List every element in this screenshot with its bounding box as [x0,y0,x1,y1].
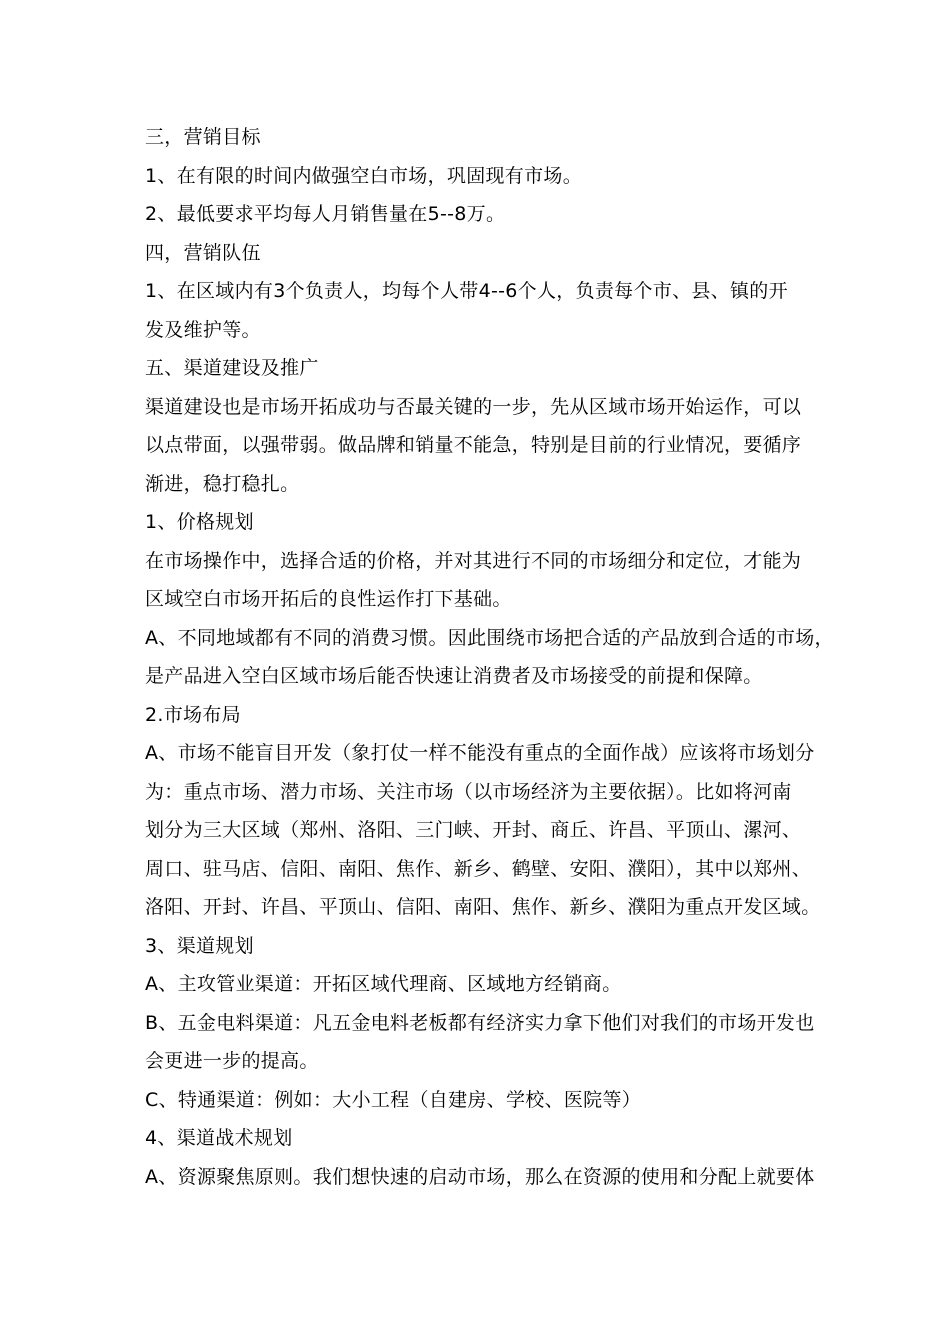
paragraph-line: A、不同地域都有不同的消费习惯。因此围绕市场把合适的产品放到合适的市场， [145,626,834,649]
paragraph-line: 是产品进入空白区域市场后能否快速让消费者及市场接受的前提和保障。 [145,665,763,687]
paragraph-line: 为：重点市场、潜力市场、关注市场（以市场经济为主要依据）。比如将河南 [145,780,792,803]
paragraph-line: 发及维护等。 [145,318,261,341]
paragraph-line: 2、最低要求平均每人月销售量在5--8万。 [145,203,506,225]
subheading-market-layout: 2.市场布局 [145,703,241,726]
paragraph-line: A、主攻管业渠道：开拓区域代理商、区域地方经销商。 [145,973,622,995]
paragraph-line: 1、在有限的时间内做强空白市场，巩固现有市场。 [145,164,582,187]
section-heading-marketing-goals: 三，营销目标 [145,126,261,148]
paragraph-line: 区域空白市场开拓后的良性运作打下基础。 [145,588,512,610]
paragraph-line: 会更进一步的提高。 [145,1050,319,1072]
section-heading-marketing-team: 四，营销队伍 [145,241,261,264]
subheading-price-planning: 1、价格规划 [145,511,254,533]
paragraph-line: 洛阳、开封、许昌、平顶山、信阳、南阳、焦作、新乡、濮阳为重点开发区域。 [145,896,821,918]
paragraph-line: A、市场不能盲目开发（象打仗一样不能没有重点的全面作战）应该将市场划分 [145,742,815,764]
paragraph-line: 渐进，稳打稳扎。 [145,472,300,495]
paragraph-line: B、五金电料渠道：凡五金电料老板都有经济实力拿下他们对我们的市场开发也 [145,1011,815,1034]
paragraph-line: 在市场操作中，选择合适的价格，并对其进行不同的市场细分和定位，才能为 [145,549,802,572]
subheading-channel-planning: 3、渠道规划 [145,934,254,957]
paragraph-line: 划分为三大区域（郑州、洛阳、三门峡、开封、商丘、许昌、平顶山、漯河、 [145,819,802,841]
paragraph-line: 以点带面，以强带弱。做品牌和销量不能急，特别是目前的行业情况，要循序 [145,434,802,456]
subheading-channel-tactics: 4、渠道战术规划 [145,1127,293,1149]
paragraph-line: 1、在区域内有3个负责人，均每个人带4--6个人，负责每个市、县、镇的开 [145,280,788,302]
document-body [145,118,834,1196]
paragraph-line: 渠道建设也是市场开拓成功与否最关键的一步，先从区域市场开始运作，可以 [145,395,802,418]
paragraph-line: C、特通渠道：例如：大小工程（自建房、学校、医院等） [145,1088,642,1111]
paragraph-line: A、资源聚焦原则。我们想快速的启动市场，那么在资源的使用和分配上就要体 [145,1165,815,1188]
paragraph-line: 周口、驻马店、信阳、南阳、焦作、新乡、鹤壁、安阳、濮阳），其中以郑州、 [145,857,812,880]
section-heading-channel-building: 五、渠道建设及推广 [145,357,319,379]
